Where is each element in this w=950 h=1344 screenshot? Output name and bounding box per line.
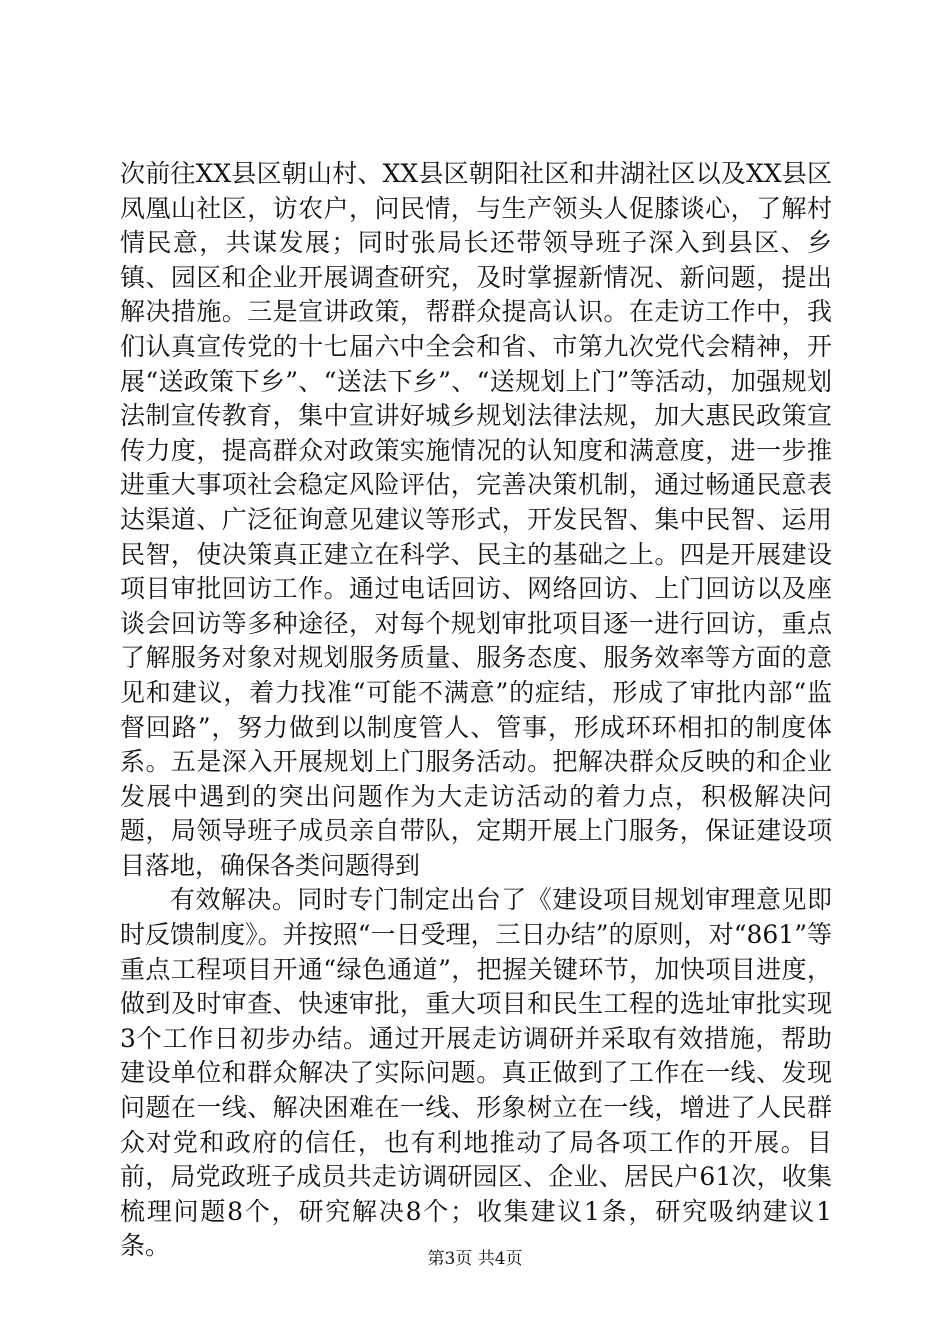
paragraph-1: 次前往XX县区朝山村、XX县区朝阳社区和井湖社区以及XX县区凤凰山社区，访农户，问民情，与生产领头人促膝谈心，了解村情民意，共谋发展；同时张局长还带领导班子深入到县区、乡镇、园区和企业开展调查研究，及时掌握新情况、新问题，提出解决措施。三是宣讲政策，帮群众提高认识。在走访工作中，我们认真宣传党的十七届六中全会和省、市第九次党代会精神，开展“送政策下乡”、“送法下乡”、“送规划上门”等活动，加强规划法制宣传教育，集中宣讲好城乡规划法律法规，加大惠民政策宣传力度，提高群众对政策实施情况的认知度和满意度，进一步推进重大事项社会稳定风险评估，完善决策机制，通过畅通民意表达渠道、广泛征询意见建议等形式，开发民智、集中民智、运用民智，使决策真正建立在科学、民主的基础之上。四是开展建设项目审批回访工作。通过电话回访、网络回访、上门回访以及座谈会回访等多种途径，对每个规划审批项目逐一进行回访，重点了解服务对象对规划服务质量、服务态度、服务效率等方面的意见和建议，着力找准“可能不满意”的症结，形成了审批内部“监督回路”，努力做到以制度管人、管事，形成环环相扣的制度体系。五是深入开展规划上门服务活动。把解决群众反映的和企业发展中遇到的突出问题作为大走访活动的着力点，积极解决问题，局领导班子成员亲自带队，定期开展上门服务，保证建设项目落地，确保各类问题得到 (120, 159, 832, 880)
paragraph-2: 有效解决。同时专门制定出台了《建设项目规划审理意见即时反馈制度》。并按照“一日受理，三日办结”的原则，对“861”等重点工程项目开通“绿色通道”，把握关键环节，加快项目进度，做到及时审查、快速审批，重大项目和民生工程的选址审批实现3个工作日初步办结。通过开展走访调研并采取有效措施，帮助建设单位和群众解决了实际问题。真正做到了工作在一线、发现问题在一线、解决困难在一线、形象树立在一线，增进了人民群众对党和政府的信任，也有利地推动了局各项工作的开展。目前，局党政班子成员共走访调研园区、企业、居民户61次，收集梳理问题8个，研究解决8个；收集建议1条，研究吸纳建议1条。 (120, 885, 832, 1261)
page-footer (0, 1244, 950, 1269)
page-number: 第3页 共4页 (427, 1249, 523, 1269)
document-body (120, 157, 832, 1264)
